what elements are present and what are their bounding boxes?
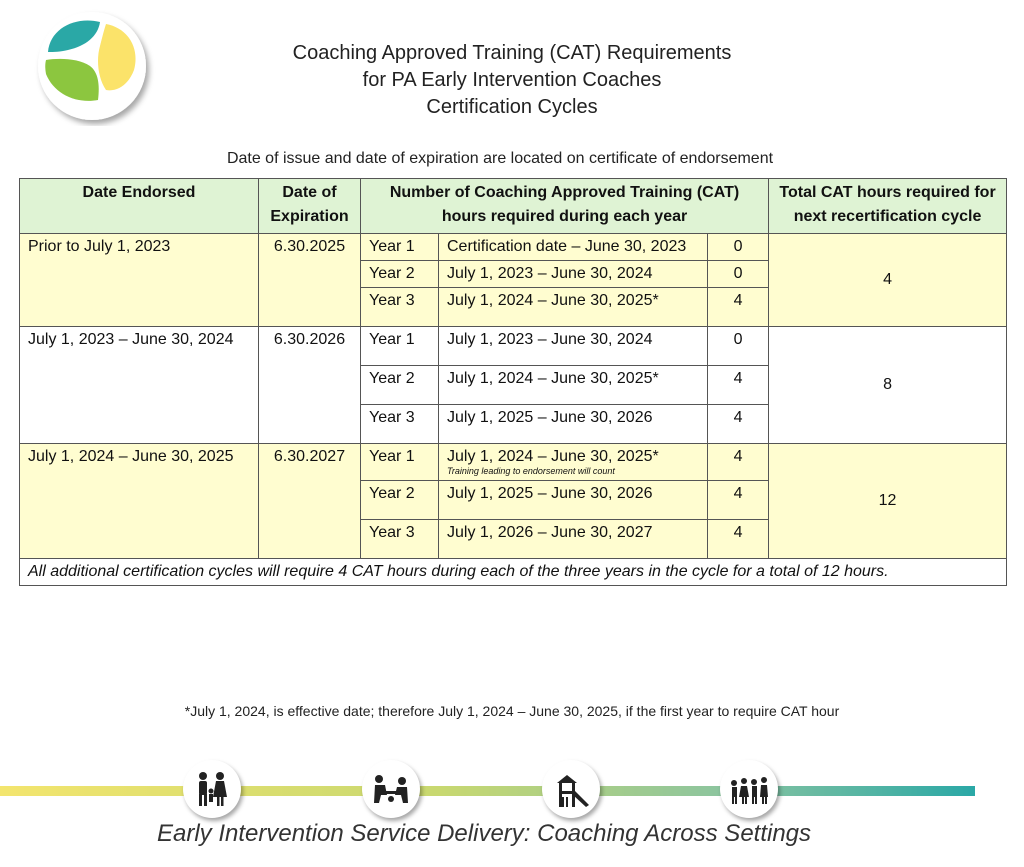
cell-period: July 1, 2025 – June 30, 2026 [439, 481, 708, 520]
cell-hours: 4 [708, 444, 769, 481]
cell-hours: 4 [708, 520, 769, 559]
cell-period: July 1, 2025 – June 30, 2026 [439, 405, 708, 444]
children-group-icon [720, 760, 778, 818]
certificate-note: Date of issue and date of expiration are located on certificate of endorsement [226, 150, 774, 167]
logo [28, 8, 168, 126]
cell-year: Year 3 [361, 520, 439, 559]
cell-year: Year 1 [361, 234, 439, 261]
cell-total: 12 [769, 444, 1007, 559]
table-footer-row [20, 559, 1007, 586]
cell-hours: 0 [708, 261, 769, 288]
cell-hours: 0 [708, 327, 769, 366]
tagline: Early Intervention Service Delivery: Coaching Across Settings [156, 820, 812, 847]
additional-cycles-note: All additional certification cycles will require 4 CAT hours during each of the three years in the cycle for a total of 12 hours. [20, 559, 1007, 586]
cell-hours: 0 [708, 234, 769, 261]
period-text: July 1, 2024 – June 30, 2025* [447, 448, 659, 465]
table-row [20, 327, 1007, 366]
cell-expiration: 6.30.2026 [259, 327, 361, 444]
title-line-1: Coaching Approved Training (CAT) Requirements [292, 42, 732, 64]
cell-period: Certification date – June 30, 2023 [439, 234, 708, 261]
title-line-2: for PA Early Intervention Coaches [362, 69, 662, 91]
header-total-hours: Total CAT hours required for next recertification cycle [769, 179, 1007, 234]
cell-hours: 4 [708, 481, 769, 520]
header-date-expiration: Date of Expiration [259, 179, 361, 234]
endorsement-training-note: Training leading to endorsement will count [447, 466, 615, 476]
effective-date-footnote: *July 1, 2024, is effective date; therefore July 1, 2024 – June 30, 2025, if the first year to require CAT hour [184, 703, 840, 719]
family-icon [183, 760, 241, 818]
gradient-band [0, 786, 975, 796]
cell-period: July 1, 2023 – June 30, 2024 [439, 327, 708, 366]
cell-date-endorsed: July 1, 2024 – June 30, 2025 [20, 444, 259, 559]
cell-period: July 1, 2024 – June 30, 2025* [439, 366, 708, 405]
cell-year: Year 2 [361, 481, 439, 520]
cell-period: July 1, 2024 – June 30, 2025* [439, 288, 708, 327]
cat-requirements-table [19, 178, 1007, 586]
header-date-endorsed: Date Endorsed [20, 179, 259, 234]
cell-hours: 4 [708, 366, 769, 405]
cell-year: Year 2 [361, 366, 439, 405]
cell-expiration: 6.30.2027 [259, 444, 361, 559]
page-title [230, 40, 794, 121]
cell-year: Year 3 [361, 288, 439, 327]
children-playing-icon [362, 760, 420, 818]
cell-hours: 4 [708, 288, 769, 327]
header-hours-per-year: Number of Coaching Approved Training (CAT) hours required during each year [361, 179, 769, 234]
cell-year: Year 1 [361, 327, 439, 366]
title-line-3: Certification Cycles [426, 96, 598, 118]
cell-period [439, 444, 708, 481]
cell-year: Year 1 [361, 444, 439, 481]
cell-year: Year 3 [361, 405, 439, 444]
cell-expiration: 6.30.2025 [259, 234, 361, 327]
cell-date-endorsed: July 1, 2023 – June 30, 2024 [20, 327, 259, 444]
cell-year: Year 2 [361, 261, 439, 288]
cell-total: 8 [769, 327, 1007, 444]
cell-period: July 1, 2026 – June 30, 2027 [439, 520, 708, 559]
cell-total: 4 [769, 234, 1007, 327]
cell-date-endorsed: Prior to July 1, 2023 [20, 234, 259, 327]
table-header-row [20, 179, 1007, 234]
cell-period: July 1, 2023 – June 30, 2024 [439, 261, 708, 288]
playground-icon [542, 760, 600, 818]
table-row [20, 444, 1007, 481]
table-row [20, 234, 1007, 261]
logo-icon [28, 8, 168, 126]
cell-hours: 4 [708, 405, 769, 444]
